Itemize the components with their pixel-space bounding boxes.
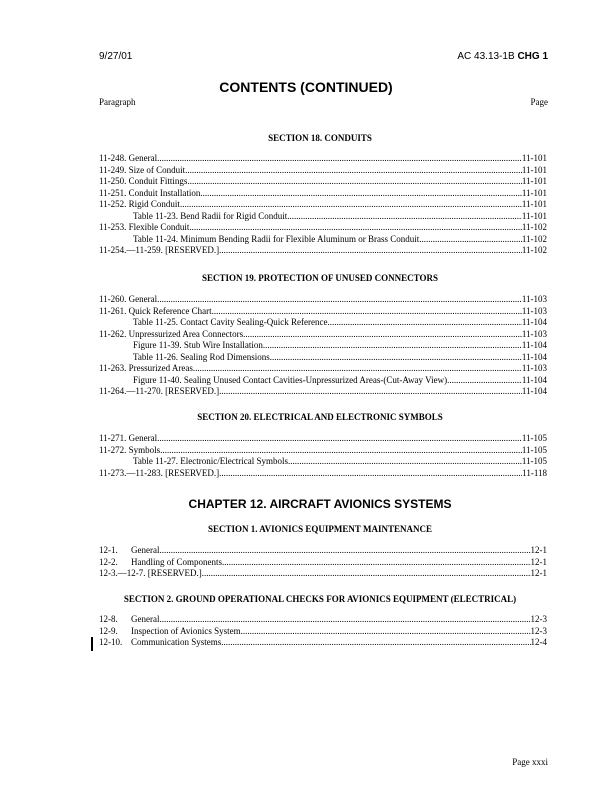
entry-title: Conduit Fittings — [128, 176, 188, 186]
toc-entry[interactable] — [99, 306, 547, 318]
toc-entry[interactable] — [99, 433, 547, 445]
paragraph-number: 12-10. — [99, 637, 123, 647]
page-number: 11-105 — [521, 444, 547, 455]
toc-entry[interactable] — [99, 626, 547, 638]
entry-title: Inspection of Avionics System — [131, 625, 241, 636]
paragraph-number: 12-2. — [99, 556, 118, 567]
toc-entry[interactable] — [99, 222, 547, 234]
section-19-title: SECTION 19. PROTECTION OF UNUSED CONNECTORS — [201, 273, 439, 283]
toc-entry[interactable] — [99, 386, 547, 398]
section-20-list — [99, 433, 547, 479]
entry-title: Figure 11-40. Sealing Unused Contact Cavities-Unpressurized Areas-(Cut-Away View) — [133, 374, 448, 385]
page-number: 12-1 — [530, 568, 547, 578]
entry-title: Figure 11-39. Stub Wire Installation — [133, 340, 263, 350]
section-19-list — [99, 294, 547, 398]
page-number: 11-101 — [521, 176, 547, 186]
paragraph-number: 11-252. — [99, 199, 127, 209]
paragraph-number: 12-3.—12-7. — [99, 568, 146, 578]
toc-subentry[interactable] — [99, 352, 547, 364]
entry-title: [RESERVED.] — [147, 568, 202, 578]
entry-title: Table 11-25. Contact Cavity Sealing-Quick Reference — [133, 317, 328, 327]
section-18-list — [99, 153, 547, 257]
page-number: 11-118 — [522, 467, 547, 478]
chapter-12-section-1-title: SECTION 1. AVIONICS EQUIPMENT MAINTENANCE — [208, 524, 432, 534]
entry-title: General — [128, 294, 158, 304]
page-title: CONTENTS (CONTINUED) — [219, 79, 393, 95]
page-number: 11-104 — [521, 351, 547, 362]
page-number: 11-104 — [521, 374, 547, 385]
entry-title: Table 11-27. Electronic/Electrical Symbols — [133, 456, 288, 466]
paragraph-number: 11-263. — [99, 363, 127, 373]
toc-entry[interactable] — [99, 468, 547, 480]
toc-subentry[interactable] — [99, 375, 547, 387]
toc-subentry[interactable] — [99, 211, 547, 223]
chapter-12-section-1-list — [99, 545, 547, 580]
paragraph-number: 12-1. — [99, 545, 118, 555]
column-header-page: Page — [530, 97, 548, 107]
page-number: 11-102 — [521, 245, 547, 255]
page-number: 11-102 — [521, 233, 547, 244]
entry-title: Handling of Components. — [131, 556, 225, 567]
page-number: 11-101 — [521, 153, 547, 163]
entry-title: Size of Conduit — [128, 164, 186, 175]
paragraph-number: 11-251. — [99, 187, 127, 198]
entry-title: Table 11-23. Bend Radii for Rigid Conduit — [133, 210, 288, 221]
toc-entry[interactable] — [99, 329, 547, 341]
entry-title: Flexible Conduit — [128, 222, 190, 232]
toc-subentry[interactable] — [99, 456, 547, 468]
chapter-12-section-2-list — [99, 614, 547, 649]
chapter-12-title: CHAPTER 12. AIRCRAFT AVIONICS SYSTEMS — [188, 497, 452, 511]
paragraph-number: 11-261. — [99, 305, 127, 316]
page-footer: Page xxxi — [512, 757, 548, 767]
page-number: 11-101 — [521, 187, 547, 198]
paragraph-number: 11-249. — [99, 164, 127, 175]
entry-title: Communication Systems — [131, 637, 222, 647]
entry-title: General — [131, 545, 160, 555]
header-doc-id — [457, 51, 548, 62]
paragraph-number: 12-8. — [99, 614, 118, 624]
paragraph-number: 11-248. — [99, 153, 127, 163]
paragraph-number: 11-264.—11-270. — [99, 386, 163, 396]
entry-title: [RESERVED.] — [165, 245, 220, 255]
paragraph-number: 11-271. — [99, 433, 127, 443]
toc-entry[interactable] — [99, 568, 547, 580]
entry-title: Rigid Conduit — [128, 199, 180, 209]
page-number: 11-105 — [521, 433, 547, 443]
toc-entry[interactable] — [99, 176, 547, 188]
paragraph-number: 11-254.—11-259. — [99, 245, 163, 255]
entry-title: Unpressurized Area Connectors — [128, 328, 244, 339]
toc-subentry[interactable] — [99, 234, 547, 246]
toc-entry[interactable] — [99, 363, 547, 375]
column-header-paragraph: Paragraph — [99, 97, 136, 107]
paragraph-number: 11-273.—11-283. — [99, 467, 163, 478]
section-18-title: SECTION 18. CONDUITS — [268, 133, 372, 143]
page-number: 12-4 — [530, 637, 547, 647]
toc-entry[interactable] — [99, 637, 547, 649]
page-number: 11-104 — [521, 340, 547, 350]
page-number: 11-103 — [521, 305, 547, 316]
page-number: 11-103 — [521, 363, 547, 373]
paragraph-number: 11-253. — [99, 222, 127, 232]
toc-entry[interactable] — [99, 545, 547, 557]
toc-entry[interactable] — [99, 188, 547, 200]
page-number: 12-3 — [530, 625, 547, 636]
page-number: 11-101 — [521, 210, 547, 221]
entry-title: General — [128, 153, 158, 163]
change-bar — [91, 637, 93, 651]
page-number: 11-104 — [521, 386, 547, 396]
page-number: 12-3 — [530, 614, 547, 624]
toc-entry[interactable] — [99, 199, 547, 211]
toc-entry[interactable] — [99, 245, 547, 257]
entry-title: General — [128, 433, 158, 443]
entry-title: Conduit Installation — [128, 187, 201, 198]
doc-number: AC 43.13-1B — [457, 51, 515, 62]
toc-entry[interactable] — [99, 153, 547, 165]
paragraph-number: 12-9. — [99, 625, 118, 636]
page-number: 12-1 — [530, 545, 547, 555]
page-number: 11-105 — [521, 456, 547, 466]
page-number: 12-1 — [530, 556, 547, 567]
page-number: 11-102 — [521, 222, 547, 232]
page-number: 11-103 — [521, 328, 547, 339]
toc-entry[interactable] — [99, 294, 547, 306]
change-number: CHG 1 — [517, 51, 548, 62]
page-number: 11-101 — [521, 199, 547, 209]
entry-title: [RESERVED.] — [165, 467, 220, 478]
toc-subentry[interactable] — [99, 340, 547, 352]
page-number: 11-101 — [521, 164, 547, 175]
toc-entry[interactable] — [99, 165, 547, 177]
entry-title: [RESERVED.] — [165, 386, 220, 396]
page-number: 11-104 — [521, 317, 547, 327]
entry-title: Table 11-24. Minimum Bending Radii for Flexible Aluminum or Brass Conduit — [133, 233, 420, 244]
entry-title: General — [131, 614, 160, 624]
entry-title: Quick Reference Chart — [128, 305, 212, 316]
paragraph-number: 11-262. — [99, 328, 127, 339]
toc-entry[interactable] — [99, 614, 547, 626]
paragraph-number: 11-250. — [99, 176, 127, 186]
page-number: 11-103 — [521, 294, 547, 304]
toc-subentry[interactable] — [99, 317, 547, 329]
section-20-title: SECTION 20. ELECTRICAL AND ELECTRONIC SYMBOLS — [197, 412, 443, 422]
toc-entry[interactable] — [99, 557, 547, 569]
paragraph-number: 11-260. — [99, 294, 127, 304]
paragraph-number: 11-272. — [99, 444, 127, 455]
entry-title: Symbols — [128, 444, 161, 455]
toc-entry[interactable] — [99, 445, 547, 457]
entry-title: Pressurized Areas — [128, 363, 193, 373]
entry-title: Table 11-26. Sealing Rod Dimensions — [133, 351, 270, 362]
header-date: 9/27/01 — [99, 51, 133, 62]
chapter-12-section-2-title: SECTION 2. GROUND OPERATIONAL CHECKS FOR AVIONICS EQUIPMENT (ELECTRICAL) — [123, 594, 517, 604]
